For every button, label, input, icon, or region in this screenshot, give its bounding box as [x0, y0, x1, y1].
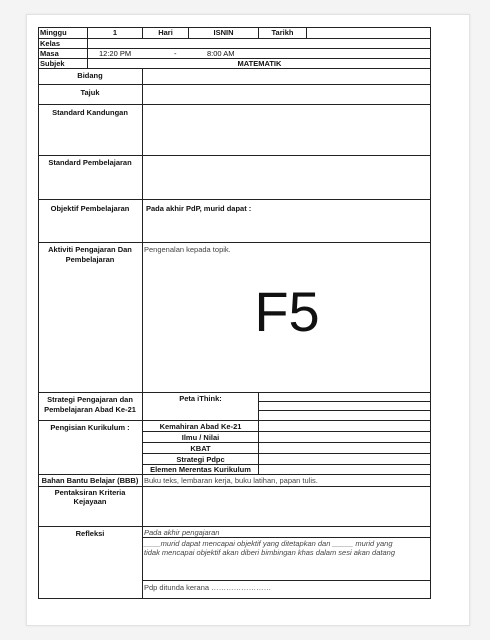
pentaksiran-label-line1: Pentaksiran Kriteria [54, 488, 126, 497]
standard-kandungan-label: Standard Kandungan [52, 108, 128, 117]
objektif-label: Objektif Pembelajaran [50, 204, 130, 213]
row-divider [38, 420, 431, 421]
subjek-label: Subjek [40, 59, 65, 68]
bbb-value: Buku teks, lembaran kerja, buku latihan, papan tulis. [144, 476, 318, 485]
refleksi-line: tidak mencapai objektif akan diberi bimbingan khas dalam sesi akan datang [144, 548, 395, 557]
pengisian-kurikulum-label: Pengisian Kurikulum : [50, 423, 130, 432]
standard-pembelajaran-label: Standard Pembelajaran [48, 158, 132, 167]
kurikulum-item: Kemahiran Abad Ke-21 [159, 422, 242, 431]
row-divider [38, 84, 431, 85]
row-divider [38, 486, 431, 487]
aktiviti-value: Pengenalan kepada topik. [144, 245, 231, 254]
kurikulum-item: Strategi Pdpc [176, 455, 225, 464]
peta-row-divider [258, 401, 431, 402]
row-divider [38, 474, 431, 475]
strategi-label-line1: Strategi Pengajaran dan [47, 395, 133, 404]
subjek-value: MATEMATIK [237, 59, 282, 68]
kurikulum-item: Elemen Merentas Kurikulum [150, 465, 251, 474]
col-divider [258, 420, 259, 474]
row-divider [38, 155, 431, 156]
peta-ithink-label: Peta iThink: [179, 394, 222, 403]
minggu-value: 1 [112, 28, 118, 37]
aktiviti-label-line1: Aktiviti Pengajaran Dan [48, 245, 132, 254]
refleksi-ditunda: Pdp ditunda kerana …………………… [144, 583, 272, 592]
masa-end: 8:00 AM [207, 49, 235, 58]
bidang-label: Bidang [77, 71, 103, 80]
f5-mark: F5 [254, 280, 320, 343]
kurikulum-item: Ilmu / Nilai [181, 433, 220, 442]
strategi-label-line2: Pembelajaran Abad Ke-21 [44, 405, 136, 414]
refleksi-label: Refleksi [75, 529, 105, 538]
refleksi-divider [143, 580, 431, 581]
masa-start: 12:20 PM [99, 49, 132, 58]
col-divider [306, 27, 307, 38]
peta-row-divider [258, 410, 431, 411]
minggu-label: Minggu [40, 28, 67, 37]
row-divider [38, 38, 431, 39]
kurikulum-row-divider [143, 431, 431, 432]
col-divider [258, 392, 259, 420]
hari-label: Hari [158, 28, 173, 37]
kurikulum-item: KBAT [190, 444, 211, 453]
kelas-label: Kelas [40, 39, 61, 48]
masa-separator: - [174, 49, 177, 58]
tajuk-label: Tajuk [80, 88, 100, 97]
pentaksiran-label-line2: Kejayaan [73, 497, 107, 506]
refleksi-line: Pada akhir pengajaran [144, 528, 220, 537]
kurikulum-row-divider [143, 442, 431, 443]
objektif-value: Pada akhir PdP, murid dapat : [146, 204, 252, 213]
row-divider [38, 242, 431, 243]
aktiviti-label-line2: Pembelajaran [65, 255, 115, 264]
kurikulum-row-divider [143, 453, 431, 454]
row-divider [38, 199, 431, 200]
row-divider [38, 68, 431, 69]
row-divider [38, 526, 431, 527]
masa-label: Masa [40, 49, 59, 58]
refleksi-divider [143, 537, 431, 538]
row-divider [38, 392, 431, 393]
refleksi-line: ____murid dapat mencapai objektif yang ditetapkan dan _____ murid yang [144, 539, 393, 548]
bbb-label: Bahan Bantu Belajar (BBB) [41, 476, 139, 485]
row-divider [38, 104, 431, 105]
tarikh-label: Tarikh [271, 28, 294, 37]
hari-value: ISNIN [213, 28, 234, 37]
